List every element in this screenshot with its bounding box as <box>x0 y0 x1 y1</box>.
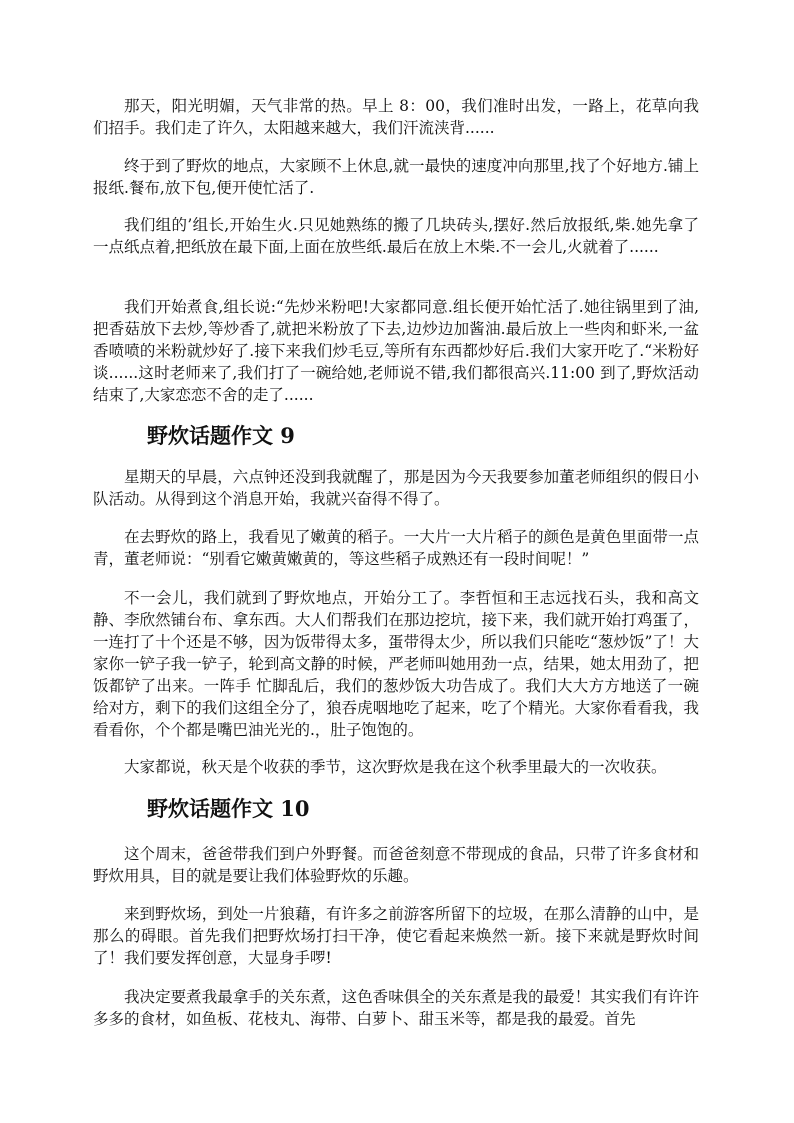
paragraph: 不一会儿，我们就到了野炊地点，开始分工了。李哲恒和王志远找石头，我和高文静、李欣然铺台布、拿东西。大人们帮我们在那边挖坑，接下来，我们就开始打鸡蛋了，一连打了十个还是不够，因为饭带得太多，蛋带得太少，所以我们只能吃“葱炒饭”了！大家你一铲子我一铲子，轮到高文静的时候，严老师叫她用劲一点，结果，她太用劲了，把饭都铲了出来。一阵手 忙脚乱后，我们的葱炒饭大功告成了。我们大大方方地送了一碗给对方，剩下的我们这组全分了，狼吞虎咽地吃了起来，吃了个精光。大家你看看我，我看看你，个个都是嘴巴油光光的.，肚子饱饱的。 <box>93 589 699 739</box>
paragraph: 终于到了野炊的地点，大家顾不上休息,就一最快的速度冲向那里,找了个好地方.铺上报纸.餐布,放下包,便开使忙活了. <box>93 157 699 197</box>
paragraph: 大家都说，秋天是个收获的季节，这次野炊是我在这个秋季里最大的一次收获。 <box>124 758 667 776</box>
section-heading: 野炊话题作文 10 <box>147 796 310 821</box>
paragraph: 我们组的’组长,开始生火.只见她熟练的搬了几块砖头,摆好.然后放报纸,柴.她先拿了一点纸点着,把纸放在最下面,上面在放些纸.最后在放上木柴.不一会儿,火就着了...... <box>93 216 699 256</box>
paragraph: 这个周末，爸爸带我们到户外野餐。而爸爸刻意不带现成的食品，只带了许多食材和野炊用具，目的就是要让我们体验野炊的乐趣。 <box>93 845 699 885</box>
paragraph: 星期天的早晨，六点钟还没到我就醒了，那是因为今天我要参加董老师组织的假日小队活动。从得到这个消息开始，我就兴奋得不得了。 <box>93 468 699 508</box>
paragraph: 在去野炊的路上，我看见了嫩黄的稻子。一大片一大片稻子的颜色是黄色里面带一点青，董老师说：“别看它嫩黄嫩黄的，等这些稻子成熟还有一段时间呢！” <box>93 528 699 568</box>
paragraph: 我们开始煮食,组长说:“先炒米粉吧!大家都同意.组长便开始忙活了.她往锅里到了油,把香菇放下去炒,等炒香了,就把米粉放了下去,边炒边加酱油.最后放上一些肉和虾米,一盆香喷喷的米粉就炒好了.接下来我们炒毛豆,等所有东西都炒好后.我们大家开吃了.“米粉好谈......这时老师来了,我们打了一碗给她,老师说不错,我们都很高兴.11:00 到了,野炊活动结束了,大家恋恋不舍的走了...... <box>93 298 699 404</box>
paragraph: 我决定要煮我最拿手的关东煮，这色香味俱全的关东煮是我的最爱！其实我们有许许多多的食材，如鱼板、花枝丸、海带、白萝卜、甜玉米等，都是我的最爱。首先 <box>93 988 699 1028</box>
section-heading: 野炊话题作文 9 <box>147 423 295 448</box>
paragraph: 来到野炊场，到处一片狼藉，有许多之前游客所留下的垃圾，在那么清静的山中，是那么的碍眼。首先我们把野炊场打扫干净，使它看起来焕然一新。接下来就是野炊时间了！我们要发挥创意，大显身手啰! <box>93 905 699 967</box>
paragraph: 那天，阳光明媚，天气非常的热。早上 8：00，我们准时出发，一路上，花草向我们招手。我们走了许久，太阳越来越大，我们汗流浃背...... <box>93 97 699 137</box>
